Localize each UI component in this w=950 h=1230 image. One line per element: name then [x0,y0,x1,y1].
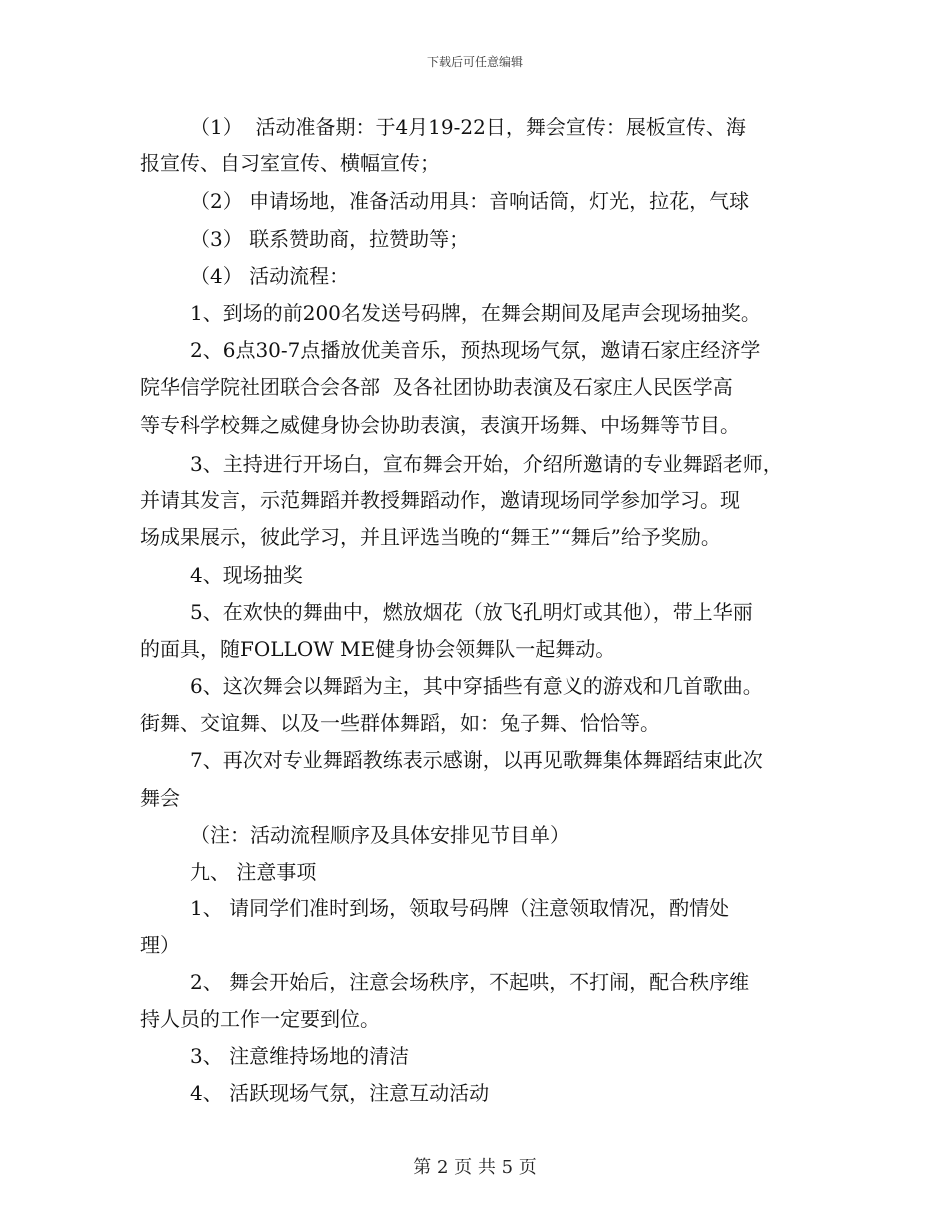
text-line: 3、 注意维持场地的清洁 [190,1044,410,1068]
text-line: 等专科学校舞之威健身协会协助表演，表演开场舞、中场舞等节目。 [140,413,740,437]
text-line: 4、 活跃现场气氛，注意互动活动 [190,1081,490,1105]
text-line: 7、再次对专业舞蹈教练表示感谢，以再见歌舞集体舞蹈结束此次 [190,748,763,772]
page-header: 下载后可任意编辑 [426,55,523,69]
text-line: 2、6点30-7点播放优美音乐，预热现场气氛，邀请石家庄经济学 [190,338,761,362]
text-line: 理） [140,933,180,957]
text-line: 5、在欢快的舞曲中，燃放烟花（放飞孔明灯或其他），带上华丽 [190,600,753,624]
text-line: 舞会 [140,786,180,810]
text-line: （4） 活动流程： [190,264,350,288]
text-line: 持人员的工作一定要到位。 [140,1007,380,1031]
text-line: 1、 请同学们准时到场，领取号码牌（注意领取情况，酌情处 [190,896,730,920]
text-line: 并请其发言，示范舞蹈并教授舞蹈动作，邀请现场同学参加学习。现 [140,488,740,512]
text-line: 3、主持进行开场白，宣布舞会开始，介绍所邀请的专业舞蹈老师， [190,452,783,476]
text-line: 院华信学院社团联合会各部 及各社团协助表演及石家庄人民医学高 [140,375,733,399]
page-footer: 第 2 页 共 5 页 [413,1157,537,1178]
text-line: 九、 注意事项 [190,860,317,884]
text-line: （1） 活动准备期：于4月19-22日，舞会宣传：展板宣传、海 [190,115,746,139]
text-line: （2） 申请场地，准备活动用具：音响话筒，灯光，拉花，气球 [190,189,750,213]
text-line: 4、现场抽奖 [190,563,303,587]
text-line: 街舞、交谊舞、以及一些群体舞蹈，如：兔子舞、恰恰等。 [140,711,660,735]
text-line: 6、这次舞会以舞蹈为主，其中穿插些有意义的游戏和几首歌曲。 [190,674,763,698]
text-line: 报宣传、自习室宣传、横幅宣传； [140,151,440,175]
text-line: 的面具，随FOLLOW ME健身协会领舞队一起舞动。 [140,637,616,661]
text-line: （3） 联系赞助商，拉赞助等； [190,227,470,251]
text-line: 1、到场的前200名发送号码牌，在舞会期间及尾声会现场抽奖。 [190,301,761,325]
text-line: 2、 舞会开始后，注意会场秩序，不起哄，不打闹，配合秩序维 [190,970,750,994]
text-line: 场成果展示，彼此学习，并且评选当晚的“舞王”“舞后”给予奖励。 [140,525,721,549]
text-line: （注：活动流程顺序及具体安排见节目单） [190,823,570,847]
